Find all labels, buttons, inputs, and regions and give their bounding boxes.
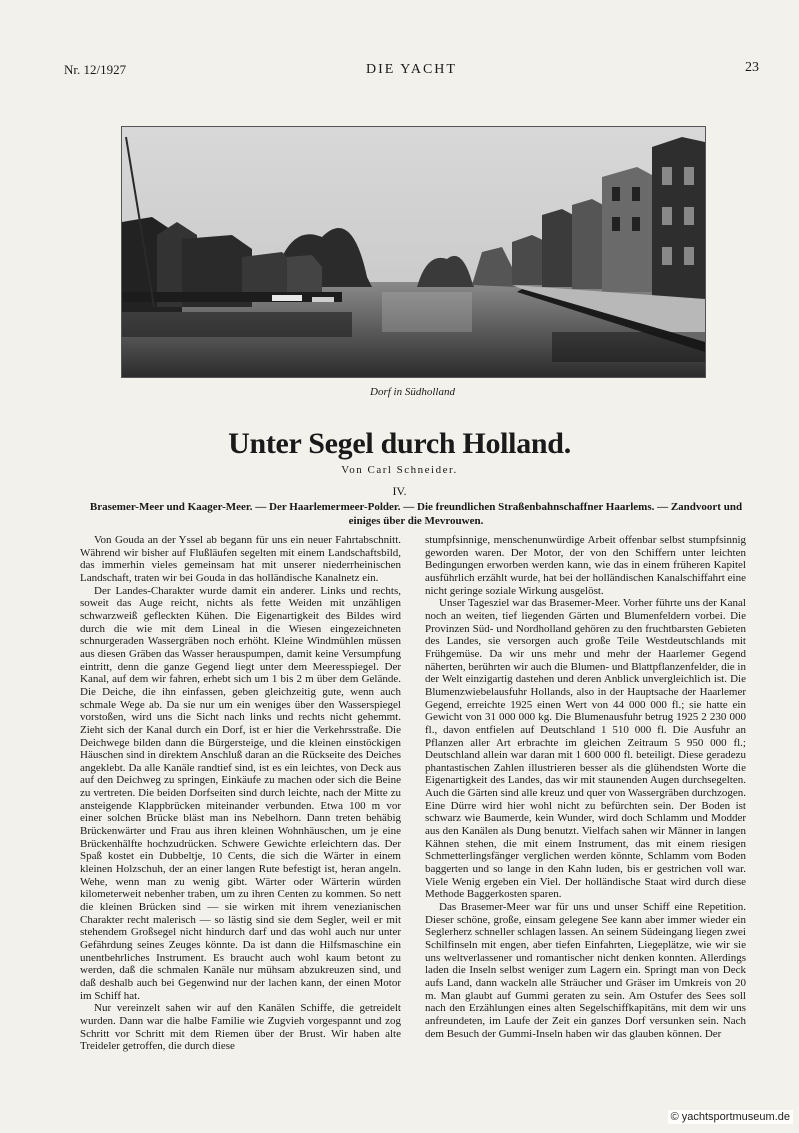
paragraph: Unser Tagesziel war das Brasemer-Meer. Vorher führte uns der Kanal noch an weiten, tief liegenden Gärten und Blumenfeldern vorbei. Die Provinzen Süd- und Nordholland gehören zu den fruchtbarsten Gebieten des Landes, sie versorgen auch große Teile Westdeutschlands mit Frühgemüse. Da wir uns mehr und mehr der Haarlemer Gegend näherten, berührten wir auch die Blumen- und Blattpflanzenfelder, die in der Welt einzigartig dastehen und deren Anblick unvergleichlich ist. Die Blumenzwiebelausfuhr Hollands, also in der Hauptsache der Haarlemer Gegend, erreichte 1925 einen Wert von 44 000 000 fl.; sie hatte ein Gewicht von 31 000 000 kg. Die Blumenausfuhr betrug 1925 2 230 000 fl., davon entfielen auf Deutschland 1 510 000 fl. Die Ausfuhr an Pflanzen aller Art erbrachte im gleichen Zeitraum 5 950 000 fl.; Deutschland allein war daran mit 1 600 000 fl. beteiligt. Diese geradezu phantastischen Zahlen illustrieren besser als die glühendsten Worte die Eigenartigkeit des Landes, das wir mit staunenden Augen durchsegelten. Auch die Gärten sind alle kreuz und quer von Wassergräben durchzogen. Eine Dürre wird hier wohl nicht zu befürchten sein. Der Boden ist schwarz wie Baumerde, kein Wunder, wird doch Schlamm und Modder aus den Kanälen als Dung benutzt. Vielfach sahen wir Männer in langen Kähnen stehen, die mit einem Instrument, das mit einem riesigen Schmetterlingsfänger verglichen werden könnte, Schlamm vom Boden baggerten und so lange in den Kahn luden, bis er gestrichen voll war. Viele Wenig ergeben ein Viel. Der holländische Staat wird durch diese Methode Baggerkosten sparen. xyxy=(425,597,746,901)
right-column xyxy=(425,534,746,1064)
paragraph: Das Brasemer-Meer war für uns und unser Schiff eine Repetition. Dieser schöne, große, einsam gelegene See kann aber immer wieder ein Seglerherz schneller schlagen lassen. An seinem Südeingang liegen zwei Schilfinseln mit engen, aber tiefen Einfahrten, Liegeplätze, wie wir sie uns weltverlassener und romantischer nicht denken konnten. Allerdings laden die Inseln selbst weniger zum Lagern ein. Springt man von Deck aufs Land, dann wackeln alle Sträucher und Gräser im Umkreis von 20 m. Man glaubt auf Gummi geraten zu sein. Am Ostufer des Sees soll nach den Erzählungen eines alten Segelschiffkapitäns, mit dem wir uns anfreundeten, im Laufe der Zeit ein ganzes Dorf versunken sein. Nach dem Besuch der Gummi-Inseln haben wir das glauben können. Der xyxy=(425,901,746,1040)
paragraph: Der Landes-Charakter wurde damit ein anderer. Links und rechts, soweit das Auge reicht, nichts als fette Weiden mit unzähligen schwarzweiß gefleckten Kühen. Die Eigenartigkeit des Bildes wird durch die wie mit dem Lineal in die Wiesen eingezeichneten schnurgeraden Wassergräben noch erhöht. Kleine Windmühlen müssen aus diesen Gräben das Wasser herauspumpen, damit keine Versumpfung eintritt, denn die ganze Gegend liegt unter dem Meeresspiegel. Der Kanal, auf dem wir fahren, erhebt sich um 1 bis 2 m über dem Gelände. Die Deiche, die ihn einfassen, geben gleichzeitig gute, wenn auch schmale Wege ab. Da sie nur um ein weniges über den Wasserspiegel vorstoßen, wird uns die Sicht nach links und rechts nicht gehemmt. Zieht sich der Kanal durch ein Dorf, ist er hier die Verkehrsstraße. Die Deichwege bilden dann die Bürgersteige, und die kleinen einstöckigen Häuschen sind in direktem Anschluß daran an die Rückseite des Deiches angeklebt. Da alle Kanäle randtief sind, ist es ein leichtes, von Deck aus auf den Deichweg zu springen, Einkäufe zu machen oder sich die Beine zu vertreten. Die beiden Dorfseiten sind durch leichte, nach der Mitte zu ansteigende Klappbrücken miteinander verbunden. Etwa 100 m vor einer solchen Brücke bläst man ins Nebelhorn. Dann treten behäbig Brückenwärter und Frau aus ihren kleinen Wohnhäuschen, um je eine Brückenhälfte hochzudrücken. Schwere Gewichte erleichtern das. Der Spaß kostet ein Dubbeltje, 10 Cents, die sich die Wärter in einem kleinen Holzschuh, der an einer langen Rute befestigt ist, heran angeln. Wehe, wenn man zu wenig gibt. Wärter oder Wärterin würden kilometerweit nebenher traben, um zu ihren Centen zu kommen. So nett die kleinen Brücken sind — sie wirken mit ihrem venezianischen Charakter recht malerisch — so lästig sind sie dem Segler, weil er mit stehendem Großsegel nicht hindurch darf und das wohl auch nur unter Gefährdung seines Zeuges könnte. Da ist dann die Hilfsmaschine ein unentbehrliches Instrument. Es braucht auch wohl kaum betont zu werden, daß die schmalen Kanäle nur mühsam abzukreuzen sind, und daß deshalb auch bei Gegenwind nur der lachen kann, der einen Motor im Schiff hat. xyxy=(80,584,401,1002)
page-number: 23 xyxy=(745,60,759,75)
magazine-title: DIE YACHT xyxy=(366,62,457,77)
photo-illustration xyxy=(122,127,705,377)
article-summary: Brasemer-Meer und Kaager-Meer. — Der Haarlemermeer-Polder. — Die freundlichen Straßenbahnschaffner Haarlems. — Zandvoort und einiges über die Mevrouwen. xyxy=(89,501,743,527)
photo-caption: Dorf in Südholland xyxy=(370,386,455,398)
watermark: © yachtsportmuseum.de xyxy=(668,1110,793,1124)
article-author: Von Carl Schneider. xyxy=(341,464,458,476)
left-column xyxy=(80,534,401,1064)
article-part: IV. xyxy=(392,484,407,498)
village-photo xyxy=(121,126,706,378)
paragraph: Nur vereinzelt sahen wir auf den Kanälen Schiffe, die getreidelt wurden. Dann war die halbe Familie wie Zugvieh vorgespannt und zog Schritt vor Schritt mit dem Riemen über der Brust. Wir haben alte Treideler getroffen, die durch diese xyxy=(80,1002,401,1053)
page-header xyxy=(64,62,759,82)
issue-number: Nr. 12/1927 xyxy=(64,62,127,77)
paragraph: Von Gouda an der Yssel ab begann für uns ein neuer Fahrtabschnitt. Während wir bisher auf Flußläufen segelten mit einem Landschaftsbild, das immerhin vieles gemeinsam hat mit unserer niederrheinischen Landschaft, traten wir bei Gouda in das holländische Kanalnetz ein. xyxy=(80,534,401,584)
paragraph: stumpfsinnige, menschenunwürdige Arbeit offenbar selbst stumpfsinnig geworden waren. Der Motor, der von den Schiffern unter leichten Bedingungen erworben werden kann, wie das in einem früheren Kapitel ausführlich erzählt wurde, hat bei der holländischen Kanalschiffahrt eine nicht geringe soziale Wirkung ausgelöst. xyxy=(425,534,746,597)
article-title: Unter Segel durch Holland. xyxy=(228,427,571,460)
